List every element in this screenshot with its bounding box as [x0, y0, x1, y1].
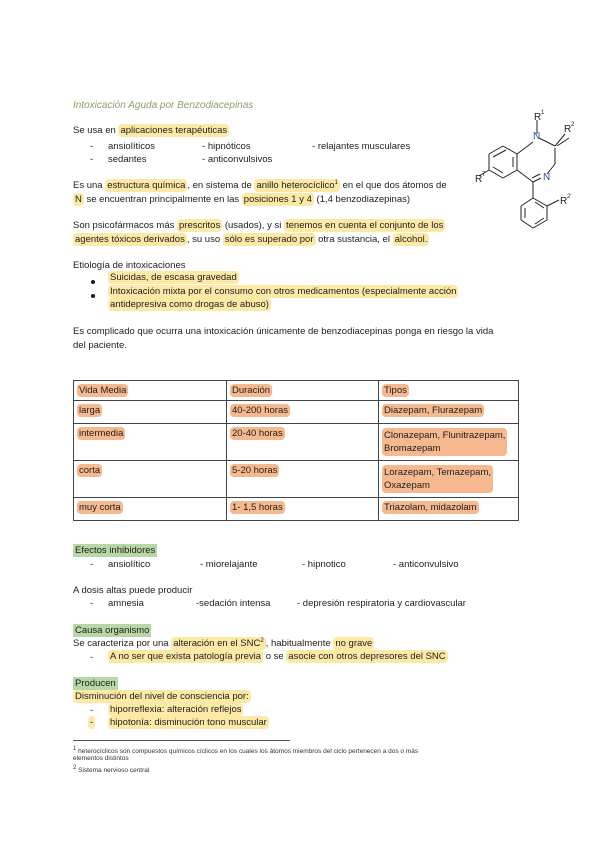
high-dose-item: amnesia: [108, 598, 144, 609]
produce-item: hipotonía: disminución tono muscular: [110, 717, 267, 728]
uses-dash-2: -: [90, 154, 94, 165]
molecule-label-r1-sub: 1: [541, 110, 545, 116]
table-row: [74, 461, 519, 498]
molecule-label-r2-sub: 2: [571, 122, 575, 128]
high-dose-heading: A dosis altas puede producir: [73, 585, 193, 596]
structure-line-2: N se encuentran principalmente en las posiciones 1 y 4 (1,4 benzodiazepinas): [75, 194, 411, 205]
high-dose-item: -sedación intensa: [196, 598, 271, 609]
table-cell-vida: muy corta: [79, 502, 121, 513]
produce-dash: -: [90, 717, 94, 728]
use-item: - hipnóticos: [202, 141, 251, 152]
complicated-line-2: del paciente.: [73, 340, 127, 351]
structure-line-1: Es una estructura química , en sistema de anillo heterocíclico$^1$ en el que dos átomos de: [73, 180, 447, 192]
table-row: [74, 498, 519, 521]
use-item: - relajantes musculares: [312, 141, 411, 152]
table-header: Vida Media: [79, 385, 127, 396]
cause-item: A no ser que exista patología previa o se asocie con otros depresores del SNC: [110, 651, 446, 662]
molecule-label-r2p: R: [560, 196, 568, 207]
footnote-2: $^2$ Sistema nervioso central: [73, 765, 150, 775]
prescribed-line-2: agentes tóxicos derivados , su uso sólo es superado por otra sustancia, el alcohol.: [75, 234, 428, 245]
table-cell-tipos: Clonazepam, Flunitrazepam, Bromazepam: [384, 430, 506, 454]
cause-line: Se caracteriza por una alteración en el SNC$^2$ , habitualmente no grave: [73, 638, 373, 650]
inhibitors-dash: -: [90, 559, 94, 570]
uses-intro: Se usa en aplicaciones terapéuticas: [73, 125, 228, 136]
table-row: [74, 401, 519, 424]
produce-item: hiporreflexia: alteración reflejos: [110, 704, 242, 715]
molecule-label-n4: N: [543, 172, 551, 183]
use-item: sedantes: [108, 154, 147, 165]
footnote-1-cont: elementos distintos: [73, 755, 129, 762]
bullet-icon: [91, 276, 95, 287]
cause-dash: -: [90, 652, 94, 663]
uses-dash-1: -: [90, 141, 94, 152]
produce-dash: -: [90, 705, 94, 716]
prescribed-line-1: Son psicofármacos más prescritos (usados), y si tenemos en cuenta el conjunto de los: [73, 220, 444, 231]
table-header: Tipos: [384, 385, 407, 396]
high-dose-item: - depresión respiratoria y cardiovascular: [297, 598, 466, 609]
etiology-item-cont: antidepresiva como drogas de abuso): [110, 299, 269, 310]
complicated-line-1: Es complicado que ocurra una intoxicación únicamente de benzodiacepinas ponga en riesgo la vida: [73, 326, 494, 337]
molecule-label-r2p-sub: 2': [567, 194, 572, 200]
high-dose-dash: -: [90, 598, 94, 609]
table-cell-duracion: 20-40 horas: [232, 428, 283, 439]
table-cell-duracion: 5-20 horas: [232, 465, 278, 476]
molecule-label-r7: R: [475, 174, 483, 185]
table-cell-vida: larga: [79, 405, 101, 416]
bullet-icon: [91, 290, 95, 301]
benzodiazepine-structure: [475, 108, 595, 236]
table-cell-tipos: Lorazepam, Temazepam, Oxazepam: [384, 467, 492, 491]
molecule-label-r2: R: [564, 124, 572, 135]
inhibitor-item: - anticonvulsivo: [393, 559, 459, 570]
inhibitors-heading: Efectos inhibidores: [75, 545, 156, 556]
use-item: ansiolíticos: [108, 141, 155, 152]
footnote-divider: [73, 740, 290, 741]
table-cell-duracion: 1- 1,5 horas: [232, 502, 283, 513]
etiology-item: Intoxicación mixta por el consumo con otros medicamentos (especialmente acción: [110, 286, 457, 297]
cause-heading: Causa organismo: [75, 625, 150, 636]
produce-heading: Producen: [75, 678, 116, 689]
inhibitor-item: - miorelajante: [200, 559, 258, 570]
table-cell-duracion: 40-200 horas: [232, 405, 288, 416]
etiology-item: Suicidas, de escasa gravedad: [110, 272, 237, 283]
benzodiazepine-table: [73, 380, 519, 521]
table-cell-vida: intermedia: [79, 428, 124, 439]
table-header: Duración: [232, 385, 271, 396]
molecule-label-r7-sub: 7: [482, 172, 486, 178]
inhibitor-item: - hipnotico: [302, 559, 346, 570]
inhibitor-item: ansiolítico: [108, 559, 151, 570]
page-title: Intoxicación Aguda por Benzodiacepinas: [73, 100, 254, 111]
molecule-label-n1: N: [533, 131, 541, 142]
table-row: [74, 424, 519, 461]
use-item: - anticonvulsivos: [202, 154, 273, 165]
table-cell-tipos: Triazolam, midazolam: [384, 502, 477, 513]
table-cell-vida: corta: [79, 465, 101, 476]
footnote-1: $^1$ heterocíclicos son compuestos químicos cíclicos en los cuales los átomos miembros del ciclo pertenecen a dos o más: [73, 746, 419, 756]
etiology-heading: Etiología de intoxicaciones: [73, 260, 186, 271]
molecule-label-r1: R: [534, 112, 542, 123]
table-header-row: [74, 381, 519, 401]
produce-line: Disminución del nivel de consciencia por:: [75, 691, 249, 702]
table-cell-tipos: Diazepam, Flurazepam: [384, 405, 483, 416]
